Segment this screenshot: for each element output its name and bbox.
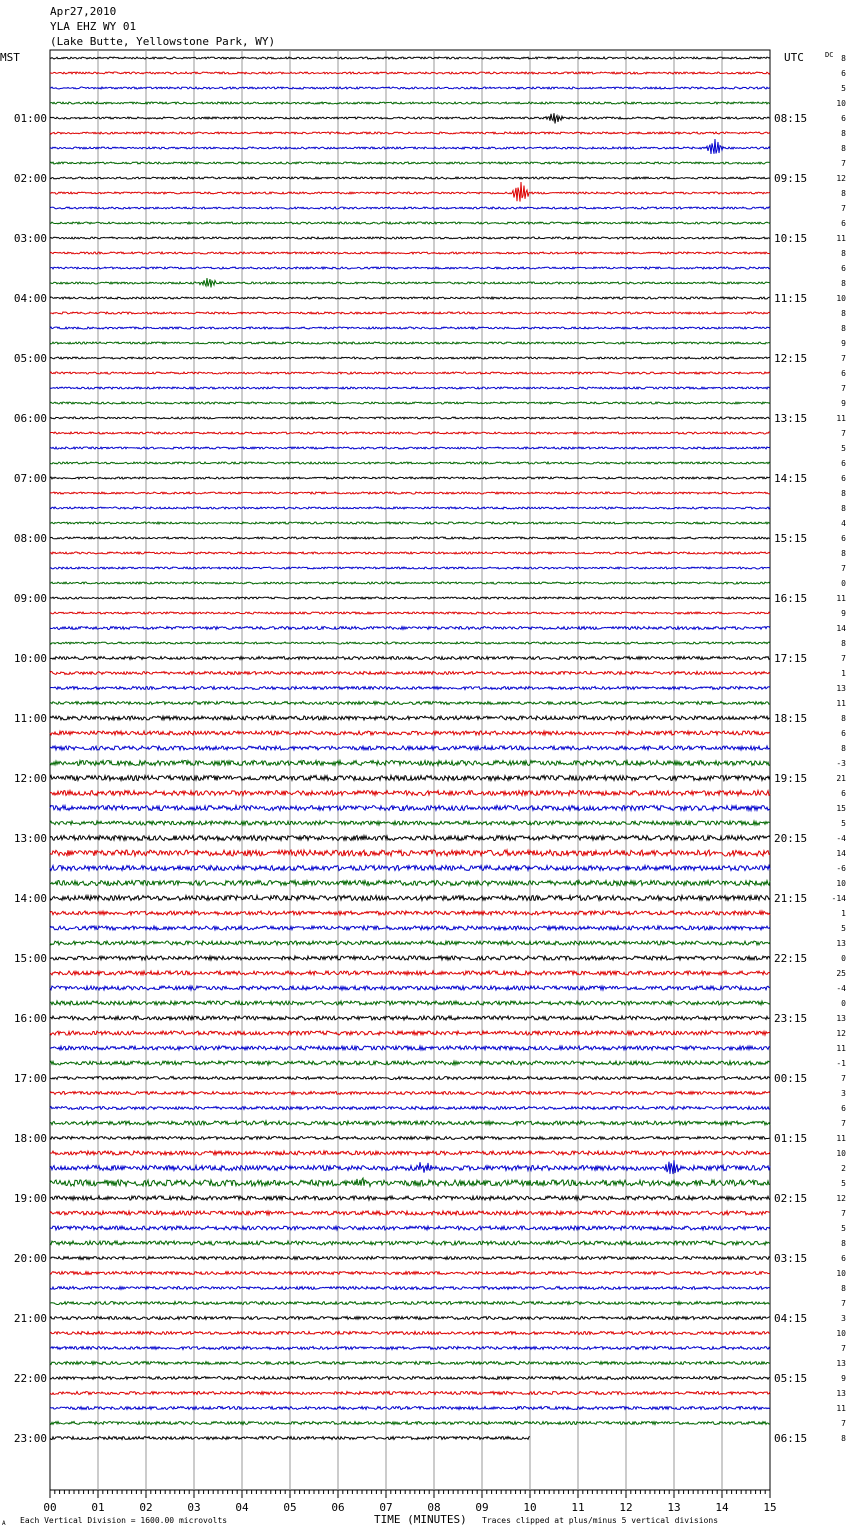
dc-offset-label: 6 bbox=[841, 789, 846, 798]
utc-hour-label: 09:15 bbox=[774, 172, 808, 185]
utc-hour-label: 04:15 bbox=[774, 1312, 808, 1325]
x-tick-label: 09 bbox=[475, 1501, 489, 1514]
trace-row bbox=[50, 896, 770, 901]
trace-row bbox=[50, 1160, 770, 1174]
dc-offset-label: 4 bbox=[841, 519, 846, 528]
trace-row bbox=[50, 657, 770, 660]
dc-offset-label: 5 bbox=[841, 444, 846, 453]
trace-row bbox=[50, 1178, 770, 1186]
trace-row bbox=[50, 776, 770, 781]
trace-row bbox=[50, 746, 770, 750]
trace-row bbox=[50, 177, 770, 179]
trace-row bbox=[50, 507, 770, 509]
trace-row bbox=[50, 417, 770, 419]
dc-offset-label: 7 bbox=[841, 159, 846, 168]
dc-offset-label: 2 bbox=[841, 1164, 846, 1173]
mst-hour-label: 22:00 bbox=[13, 1372, 47, 1385]
trace-row bbox=[50, 552, 770, 554]
trace-row bbox=[50, 1151, 770, 1155]
header-station: YLA EHZ WY 01 bbox=[50, 20, 137, 33]
dc-offset-label: 14 bbox=[836, 849, 846, 858]
trace-row bbox=[50, 1046, 770, 1050]
x-tick-label: 14 bbox=[715, 1501, 729, 1514]
dc-offset-label: 8 bbox=[841, 489, 846, 498]
utc-hour-label: 16:15 bbox=[774, 592, 808, 605]
trace-row bbox=[50, 612, 770, 614]
utc-axis-label: UTC bbox=[784, 51, 804, 64]
mst-hour-label: 12:00 bbox=[13, 772, 47, 785]
dc-offset-label: 6 bbox=[841, 534, 846, 543]
mst-hour-label: 18:00 bbox=[13, 1132, 47, 1145]
dc-offset-label: 6 bbox=[841, 459, 846, 468]
dc-offset-label: 10 bbox=[836, 1149, 846, 1158]
dc-offset-label: 7 bbox=[841, 1209, 846, 1218]
trace-row bbox=[50, 1392, 770, 1395]
x-axis-title: TIME (MINUTES) bbox=[374, 1513, 467, 1526]
dc-offset-label: 8 bbox=[841, 144, 846, 153]
x-tick-label: 01 bbox=[91, 1501, 105, 1514]
mst-hour-label: 15:00 bbox=[13, 952, 47, 965]
trace-row bbox=[50, 1257, 770, 1260]
trace-row bbox=[50, 716, 770, 720]
mst-hour-label: 17:00 bbox=[13, 1072, 47, 1085]
dc-offset-label: 13 bbox=[836, 939, 846, 948]
mst-hour-label: 07:00 bbox=[13, 472, 47, 485]
x-tick-label: 07 bbox=[379, 1501, 393, 1514]
dc-offset-label: 6 bbox=[841, 369, 846, 378]
dc-offset-label: 8 bbox=[841, 189, 846, 198]
dc-offset-label: 11 bbox=[836, 414, 846, 423]
dc-offset-label: 6 bbox=[841, 1254, 846, 1263]
x-tick-label: 02 bbox=[139, 1501, 153, 1514]
trace-row bbox=[50, 402, 770, 404]
dc-offset-label: 13 bbox=[836, 684, 846, 693]
mst-hour-label: 09:00 bbox=[13, 592, 47, 605]
mst-hour-label: 02:00 bbox=[13, 172, 47, 185]
dc-offset-label: 9 bbox=[841, 399, 846, 408]
dc-offset-label: 1 bbox=[841, 909, 846, 918]
clip-note: Traces clipped at plus/minus 5 vertical divisions bbox=[482, 1516, 719, 1525]
trace-row bbox=[50, 537, 770, 539]
utc-hour-label: 06:15 bbox=[774, 1432, 808, 1445]
dc-offset-label: -6 bbox=[836, 864, 846, 873]
trace-row bbox=[50, 267, 770, 269]
trace-row bbox=[50, 162, 770, 164]
dc-label: DC bbox=[825, 51, 834, 59]
dc-offset-label: 8 bbox=[841, 639, 846, 648]
dc-offset-label: 7 bbox=[841, 1299, 846, 1308]
trace-row bbox=[50, 357, 770, 359]
mst-hour-label: 06:00 bbox=[13, 412, 47, 425]
utc-hour-label: 10:15 bbox=[774, 232, 808, 245]
dc-offset-label: 8 bbox=[841, 1239, 846, 1248]
dc-offset-label: 5 bbox=[841, 1224, 846, 1233]
trace-row bbox=[50, 926, 770, 930]
dc-offset-label: 0 bbox=[841, 579, 846, 588]
x-tick-label: 12 bbox=[619, 1501, 633, 1514]
trace-row bbox=[50, 462, 770, 464]
trace-row bbox=[50, 432, 770, 434]
dc-offset-label: 9 bbox=[841, 1374, 846, 1383]
x-tick-label: 15 bbox=[763, 1501, 777, 1514]
x-tick-label: 10 bbox=[523, 1501, 537, 1514]
utc-hour-label: 00:15 bbox=[774, 1072, 808, 1085]
dc-offset-label: 13 bbox=[836, 1014, 846, 1023]
dc-offset-label: 8 bbox=[841, 714, 846, 723]
mst-hour-label: 04:00 bbox=[13, 292, 47, 305]
dc-offset-label: -4 bbox=[836, 834, 846, 843]
trace-row bbox=[50, 866, 770, 871]
dc-offset-label: 6 bbox=[841, 69, 846, 78]
trace-row bbox=[50, 821, 770, 825]
mst-hour-label: 21:00 bbox=[13, 1312, 47, 1325]
trace-row bbox=[50, 1121, 770, 1125]
trace-row bbox=[50, 1226, 770, 1230]
dc-offset-label: 6 bbox=[841, 474, 846, 483]
dc-offset-label: -1 bbox=[836, 1059, 846, 1068]
trace-row bbox=[50, 522, 770, 524]
dc-offset-label: 8 bbox=[841, 129, 846, 138]
trace-row bbox=[50, 1241, 770, 1245]
dc-offset-label: 8 bbox=[841, 744, 846, 753]
dc-offset-label: 8 bbox=[841, 324, 846, 333]
dc-offset-label: 10 bbox=[836, 879, 846, 888]
utc-hour-label: 11:15 bbox=[774, 292, 808, 305]
dc-offset-label: 12 bbox=[836, 1029, 846, 1038]
trace-row bbox=[50, 1287, 770, 1290]
trace-row bbox=[50, 702, 770, 705]
trace-row bbox=[50, 597, 770, 599]
dc-offset-label: 12 bbox=[836, 1194, 846, 1203]
trace-row bbox=[50, 1347, 770, 1350]
dc-offset-label: 13 bbox=[836, 1359, 846, 1368]
dc-offset-label: 8 bbox=[841, 279, 846, 288]
trace-row bbox=[50, 971, 770, 975]
dc-offset-label: 11 bbox=[836, 1044, 846, 1053]
trace-row bbox=[50, 1092, 770, 1095]
dc-offset-label: 8 bbox=[841, 1284, 846, 1293]
dc-offset-label: 7 bbox=[841, 654, 846, 663]
dc-offset-label: 8 bbox=[841, 504, 846, 513]
mst-hour-label: 13:00 bbox=[13, 832, 47, 845]
trace-row bbox=[50, 761, 770, 766]
trace-row bbox=[50, 567, 770, 569]
trace-row bbox=[50, 237, 770, 239]
utc-hour-label: 13:15 bbox=[774, 412, 808, 425]
trace-row bbox=[50, 447, 770, 449]
trace-row bbox=[50, 327, 770, 329]
trace-row bbox=[50, 1302, 770, 1305]
trace-row bbox=[50, 1137, 770, 1140]
dc-offset-label: 8 bbox=[841, 249, 846, 258]
trace-row bbox=[50, 687, 770, 690]
dc-offset-label: -3 bbox=[836, 759, 846, 768]
trace-row bbox=[50, 372, 770, 374]
utc-hour-label: 03:15 bbox=[774, 1252, 808, 1265]
utc-hour-label: 17:15 bbox=[774, 652, 808, 665]
trace-row bbox=[50, 207, 770, 209]
dc-offset-label: 8 bbox=[841, 309, 846, 318]
dc-offset-label: 8 bbox=[841, 1434, 846, 1443]
dc-offset-label: 0 bbox=[841, 954, 846, 963]
trace-row bbox=[50, 57, 770, 59]
trace-row bbox=[50, 836, 770, 841]
trace-row bbox=[50, 1272, 770, 1275]
utc-hour-label: 23:15 bbox=[774, 1012, 808, 1025]
utc-hour-label: 19:15 bbox=[774, 772, 808, 785]
dc-offset-label: 5 bbox=[841, 924, 846, 933]
trace-row bbox=[50, 941, 770, 945]
trace-row bbox=[50, 642, 770, 644]
dc-offset-label: 7 bbox=[841, 564, 846, 573]
trace-row bbox=[50, 956, 770, 960]
trace-row bbox=[50, 731, 770, 735]
utc-hour-label: 14:15 bbox=[774, 472, 808, 485]
trace-row bbox=[50, 387, 770, 389]
x-tick-label: 11 bbox=[571, 1501, 585, 1514]
trace-row bbox=[50, 492, 770, 494]
dc-offset-label: 1 bbox=[841, 669, 846, 678]
trace-row bbox=[50, 791, 770, 796]
dc-offset-label: 10 bbox=[836, 294, 846, 303]
utc-hour-label: 22:15 bbox=[774, 952, 808, 965]
mst-axis-label: MST bbox=[0, 51, 20, 64]
dc-offset-label: 8 bbox=[841, 549, 846, 558]
trace-row bbox=[50, 102, 770, 104]
trace-row bbox=[50, 72, 770, 74]
x-tick-label: 00 bbox=[43, 1501, 57, 1514]
utc-hour-label: 08:15 bbox=[774, 112, 808, 125]
mst-hour-label: 11:00 bbox=[13, 712, 47, 725]
mst-hour-label: 03:00 bbox=[13, 232, 47, 245]
utc-hour-label: 12:15 bbox=[774, 352, 808, 365]
dc-offset-label: 7 bbox=[841, 354, 846, 363]
header-location: (Lake Butte, Yellowstone Park, WY) bbox=[50, 35, 276, 48]
dc-offset-label: 14 bbox=[836, 624, 846, 633]
trace-row bbox=[50, 881, 770, 886]
trace-row bbox=[50, 182, 770, 202]
mst-hour-label: 14:00 bbox=[13, 892, 47, 905]
dc-offset-label: 0 bbox=[841, 999, 846, 1008]
dc-offset-label: 7 bbox=[841, 384, 846, 393]
dc-offset-label: 8 bbox=[841, 54, 846, 63]
dc-offset-label: 5 bbox=[841, 819, 846, 828]
dc-offset-label: 7 bbox=[841, 1119, 846, 1128]
dc-offset-label: 11 bbox=[836, 699, 846, 708]
utc-hour-label: 01:15 bbox=[774, 1132, 808, 1145]
dc-offset-label: 5 bbox=[841, 84, 846, 93]
dc-offset-label: 9 bbox=[841, 339, 846, 348]
dc-offset-label: 11 bbox=[836, 1134, 846, 1143]
dc-offset-label: 7 bbox=[841, 1344, 846, 1353]
trace-row bbox=[50, 477, 770, 479]
trace-row bbox=[50, 911, 770, 915]
dc-offset-label: 13 bbox=[836, 1389, 846, 1398]
trace-row bbox=[50, 582, 770, 584]
mst-hour-label: 19:00 bbox=[13, 1192, 47, 1205]
trace-row bbox=[50, 139, 770, 154]
trace-row bbox=[50, 986, 770, 990]
x-tick-label: 03 bbox=[187, 1501, 201, 1514]
trace-row bbox=[50, 132, 770, 134]
mst-hour-label: 16:00 bbox=[13, 1012, 47, 1025]
utc-hour-label: 15:15 bbox=[774, 532, 808, 545]
utc-hour-label: 02:15 bbox=[774, 1192, 808, 1205]
traces bbox=[50, 57, 770, 1440]
mst-hour-label: 23:00 bbox=[13, 1432, 47, 1445]
trace-row bbox=[50, 1332, 770, 1335]
utc-hour-label: 21:15 bbox=[774, 892, 808, 905]
dc-offset-label: 7 bbox=[841, 1419, 846, 1428]
dc-offset-label: 15 bbox=[836, 804, 846, 813]
mst-hour-label: 10:00 bbox=[13, 652, 47, 665]
x-tick-label: 08 bbox=[427, 1501, 441, 1514]
dc-offset-label: 11 bbox=[836, 234, 846, 243]
dc-offset-label: 6 bbox=[841, 1104, 846, 1113]
dc-offset-label: -14 bbox=[831, 894, 846, 903]
trace-row bbox=[50, 806, 770, 811]
utc-hour-label: 20:15 bbox=[774, 832, 808, 845]
x-tick-label: 13 bbox=[667, 1501, 681, 1514]
trace-row bbox=[50, 1407, 770, 1410]
dc-offset-label: 10 bbox=[836, 1269, 846, 1278]
trace-row bbox=[50, 252, 770, 254]
x-tick-label: 04 bbox=[235, 1501, 249, 1514]
dc-offset-label: 10 bbox=[836, 99, 846, 108]
dc-offset-label: 6 bbox=[841, 729, 846, 738]
dc-offset-label: 7 bbox=[841, 429, 846, 438]
dc-offset-label: 6 bbox=[841, 264, 846, 273]
trace-row bbox=[50, 1031, 770, 1035]
dc-offset-label: 3 bbox=[841, 1314, 846, 1323]
dc-offset-label: 10 bbox=[836, 1329, 846, 1338]
trace-row bbox=[50, 1016, 770, 1020]
mst-hour-label: 20:00 bbox=[13, 1252, 47, 1265]
trace-row bbox=[50, 627, 770, 630]
trace-row bbox=[50, 1211, 770, 1215]
trace-row bbox=[50, 222, 770, 224]
dc-offset-label: 21 bbox=[836, 774, 846, 783]
trace-row bbox=[50, 297, 770, 299]
dc-offset-label: 6 bbox=[841, 114, 846, 123]
trace-row bbox=[50, 1362, 770, 1365]
trace-row bbox=[50, 1107, 770, 1110]
trace-row bbox=[50, 342, 770, 344]
dc-offset-label: 11 bbox=[836, 594, 846, 603]
trace-row bbox=[50, 1001, 770, 1005]
dc-offset-label: 5 bbox=[841, 1179, 846, 1188]
x-tick-label: 06 bbox=[331, 1501, 345, 1514]
x-tick-label: 05 bbox=[283, 1501, 297, 1514]
trace-row bbox=[50, 278, 770, 287]
trace-row bbox=[50, 1061, 770, 1065]
dc-offset-label: 9 bbox=[841, 609, 846, 618]
labels bbox=[0, 51, 846, 1527]
dc-offset-label: 25 bbox=[836, 969, 846, 978]
dc-offset-label: 12 bbox=[836, 174, 846, 183]
header-date: Apr27,2010 bbox=[50, 5, 117, 18]
dc-offset-label: 7 bbox=[841, 1074, 846, 1083]
corner-mark: A bbox=[2, 1520, 6, 1527]
trace-row bbox=[50, 1377, 770, 1380]
dc-offset-label: 6 bbox=[841, 219, 846, 228]
mst-hour-label: 01:00 bbox=[13, 112, 47, 125]
dc-offset-label: 11 bbox=[836, 1404, 846, 1413]
trace-row bbox=[50, 850, 770, 856]
trace-row bbox=[50, 113, 770, 123]
trace-row bbox=[50, 312, 770, 314]
utc-hour-label: 05:15 bbox=[774, 1372, 808, 1385]
mst-hour-label: 05:00 bbox=[13, 352, 47, 365]
trace-row bbox=[50, 1317, 770, 1320]
trace-row bbox=[50, 1422, 770, 1425]
dc-offset-label: -4 bbox=[836, 984, 846, 993]
mst-hour-label: 08:00 bbox=[13, 532, 47, 545]
trace-row bbox=[50, 672, 770, 675]
trace-row bbox=[50, 1196, 770, 1200]
trace-row bbox=[50, 87, 770, 89]
dc-offset-label: 7 bbox=[841, 204, 846, 213]
trace-row bbox=[50, 1077, 770, 1080]
utc-hour-label: 18:15 bbox=[774, 712, 808, 725]
dc-offset-label: 3 bbox=[841, 1089, 846, 1098]
scale-note: Each Vertical Division = 1600.00 microvolts bbox=[20, 1516, 228, 1525]
